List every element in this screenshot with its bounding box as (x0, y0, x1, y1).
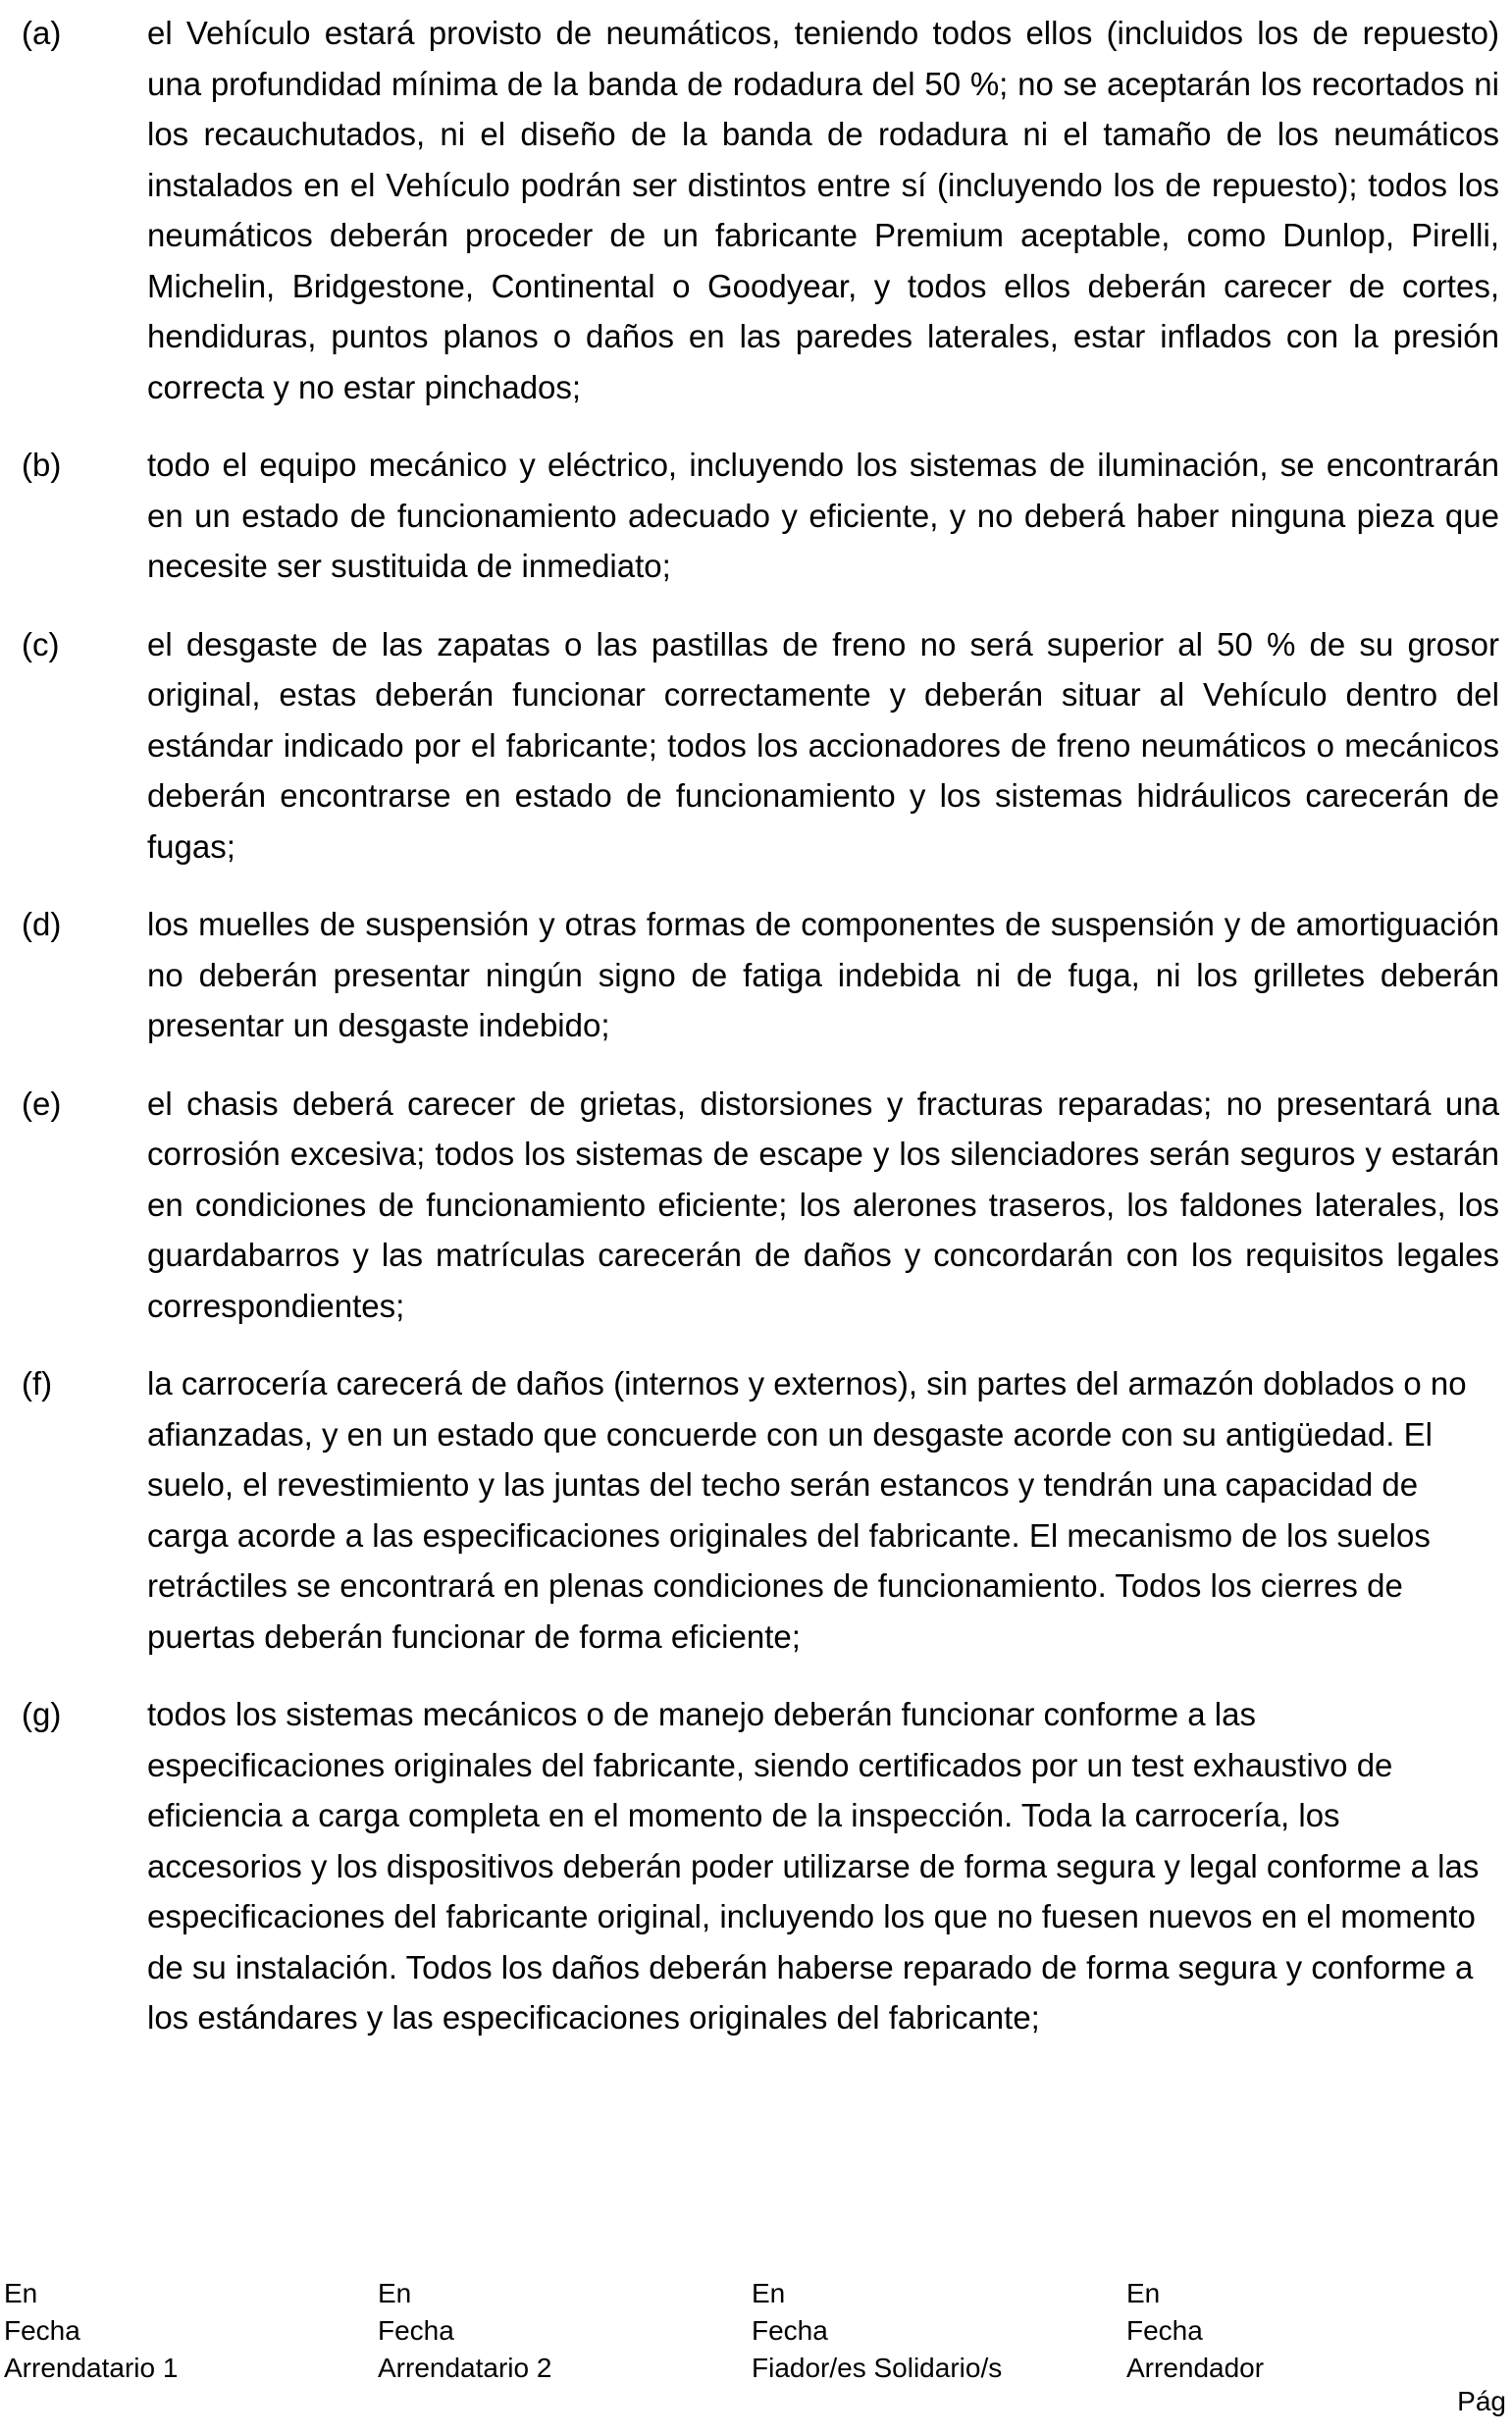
clause-letter: (e) (22, 1085, 62, 1122)
clause-letter: (d) (22, 906, 62, 942)
signature-en-label: En (752, 2278, 786, 2308)
signature-fecha-label: Fecha (4, 2315, 80, 2346)
clause-b (0, 440, 1512, 592)
signature-block-arrendatario-1 (4, 2275, 178, 2387)
clause-letter: (a) (22, 15, 62, 51)
clause-letter: (b) (22, 447, 62, 483)
signature-block-fiador (752, 2275, 1002, 2387)
signature-en-label: En (4, 2278, 38, 2308)
signature-party-label: Fiador/es Solidario/s (752, 2353, 1003, 2383)
clause-text: el desgaste de las zapatas o las pastillas de freno no será superior al 50 % de su grosor original, estas deberán funcionar correctamente y deberán situar al Vehículo dentro del estándar indicado por el fabricante; todos los accionadores de freno neumáticos o mecánicos deberán encontrarse en estado de funcionamiento y los sistemas hidráulicos carecerán de fugas; (147, 625, 1499, 865)
clause-letter: (f) (22, 1365, 53, 1402)
clause-text: todo el equipo mecánico y eléctrico, incluyendo los sistemas de iluminación, se encontrarán en un estado de funcionamiento adecuado y eficiente, y no deberá haber ninguna pieza que necesite ser sustituida de inmediato; (147, 447, 1499, 584)
clause-a (0, 8, 1512, 412)
signature-fecha-label: Fecha (752, 2315, 828, 2346)
signature-fecha-label: Fecha (1126, 2315, 1203, 2346)
signature-en-label: En (378, 2278, 412, 2308)
clause-f (0, 1358, 1512, 1662)
clause-list (0, 8, 1512, 2071)
clause-text: la carrocería carecerá de daños (internos y externos), sin partes del armazón doblados o no afianzadas, y en un estado que concuerde con un desgaste acorde con su antigüedad. El suelo, el revestimiento y las juntas del techo serán estancos y tendrán una capacidad de carga acorde a las especificaciones originales del fabricante. El mecanismo de los suelos retráctiles se encontrará en plenas condiciones de funcionamiento. Todos los cierres de puertas deberán funcionar de forma eficiente; (147, 1365, 1467, 1655)
clause-letter: (g) (22, 1696, 62, 1732)
signature-party-label: Arrendador (1126, 2353, 1265, 2383)
signature-block-arrendador (1126, 2275, 1264, 2387)
clause-text: el Vehículo estará provisto de neumáticos, teniendo todos ellos (incluidos los de repuesto) una profundidad mínima de la banda de rodadura del 50 %; no se aceptarán los recortados ni los recauchutados, ni el diseño de la banda de rodadura ni el tamaño de los neumáticos instalados en el Vehículo podrán ser distintos entre sí (incluyendo los de repuesto); todos los neumáticos deberán proceder de un fabricante Premium aceptable, como Dunlop, Pirelli, Michelin, Bridgestone, Continental o Goodyear, y todos ellos deberán carecer de cortes, hendiduras, puntos planos o daños en las paredes laterales, estar inflados con la presión correcta y no estar pinchados; (147, 15, 1499, 405)
signature-party-label: Arrendatario 2 (378, 2353, 552, 2383)
signature-block-arrendatario-2 (378, 2275, 551, 2387)
clause-letter: (c) (22, 625, 60, 662)
signature-party-label: Arrendatario 1 (4, 2353, 179, 2383)
page-number-label: Pág (1457, 2386, 1506, 2416)
clause-text: los muelles de suspensión y otras formas de componentes de suspensión y de amortiguación no deberán presentar ningún signo de fatiga indebida ni de fuga, ni los grilletes deberán presentar un desgaste indebido; (147, 906, 1499, 1043)
clause-e (0, 1079, 1512, 1332)
signature-en-label: En (1126, 2278, 1161, 2308)
clause-g (0, 1689, 1512, 2043)
clause-d (0, 899, 1512, 1051)
clause-text: el chasis deberá carecer de grietas, distorsiones y fracturas reparadas; no presentará una corrosión excesiva; todos los sistemas de escape y los silenciadores serán seguros y estarán en condiciones de funcionamiento eficiente; los alerones traseros, los faldones laterales, los guardabarros y las matrículas carecerán de daños y concordarán con los requisitos legales correspondientes; (147, 1085, 1499, 1324)
signature-fecha-label: Fecha (378, 2315, 454, 2346)
clause-text: todos los sistemas mecánicos o de manejo deberán funcionar conforme a las especificaciones originales del fabricante, siendo certificados por un test exhaustivo de eficiencia a carga completa en el momento de la inspección. Toda la carrocería, los accesorios y los dispositivos deberán poder utilizarse de forma segura y legal conforme a las especificaciones del fabricante original, incluyendo los que no fuesen nuevos en el momento de su instalación. Todos los daños deberán haberse reparado de forma segura y conforme a los estándares y las especificaciones originales del fabricante; (147, 1696, 1480, 2036)
clause-c (0, 619, 1512, 873)
